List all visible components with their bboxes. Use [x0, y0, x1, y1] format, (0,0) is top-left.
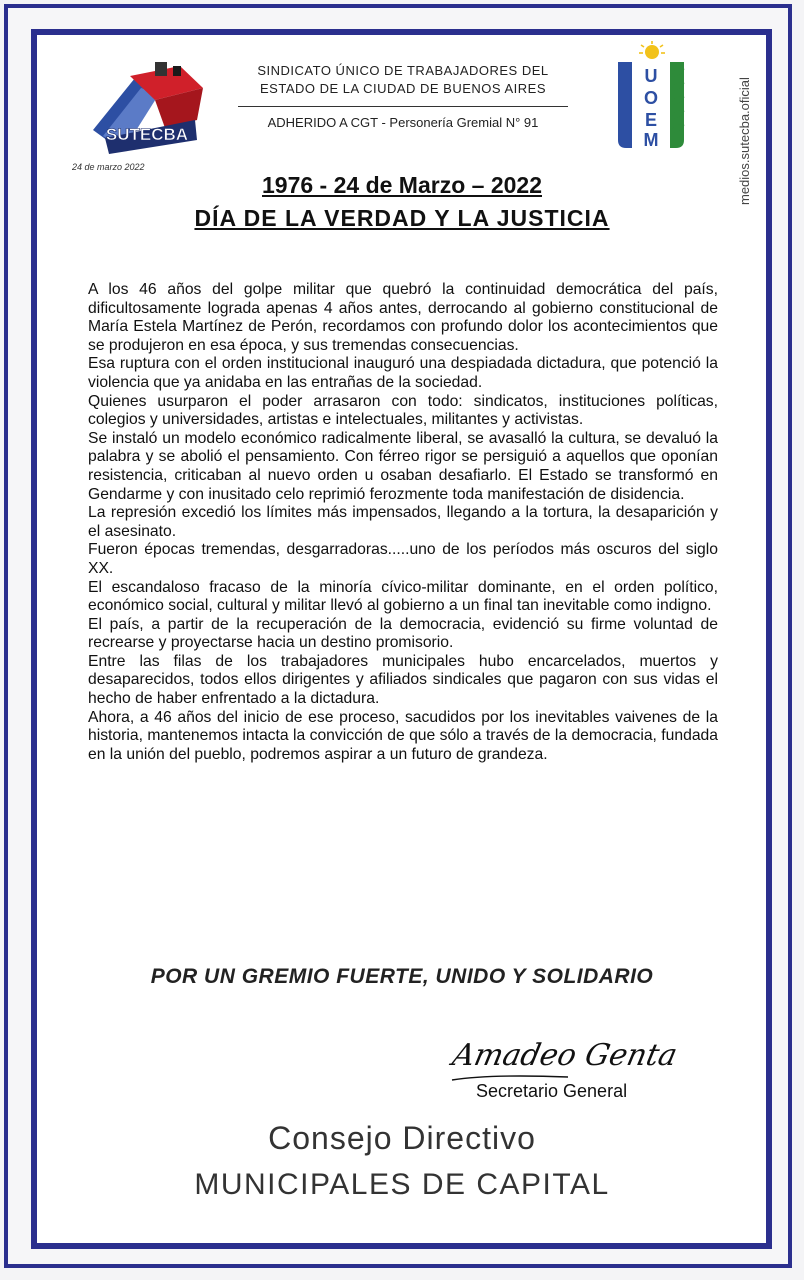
uoem-logo: [608, 40, 692, 152]
municipales-name: MUNICIPALES DE CAPITAL: [194, 1168, 610, 1201]
sutecba-logo-text: SUTECBA: [105, 125, 189, 144]
body-paragraph: Ahora, a 46 años del inicio de ese proceso, sacudidos por los inevitables vaivenes de la historia, mantenemos intacta la convicción de que sólo a través de la democracia, fundada en la unión del pueblo, podremos aspirar a un futuro de grandeza.: [88, 708, 718, 763]
adhered-cgt-text: ADHERIDO A CGT - Personería Gremial N° 91: [267, 115, 539, 130]
signature: Amadeo Genta: [449, 1038, 681, 1073]
title-main: DÍA DE LA VERDAD Y LA JUSTICIA: [194, 205, 610, 231]
uoem-letter-o: O: [643, 88, 659, 108]
body-paragraph: El país, a partir de la recuperación de la democracia, evidenció su firme voluntad de recrearse y proyectarse hacia un destino promisorio.: [88, 615, 718, 652]
document-date: 24 de marzo 2022: [72, 162, 145, 172]
header-divider: [238, 106, 568, 107]
union-slogan: POR UN GREMIO FUERTE, UNIDO Y SOLIDARIO: [150, 965, 654, 988]
sutecba-logo: [85, 58, 215, 158]
org-name-line2: ESTADO DE LA CIUDAD DE BUENOS AIRES: [260, 81, 546, 96]
body-paragraph: A los 46 años del golpe militar que quebró la continuidad democrática del país, dificultosamente lograda apenas 4 años antes, derrocando al gobierno constitucional de María Estela Martínez de Perón, recordamos con profundo dolor los acontecimientos que se produjeron en esa época, y sus tremendas consecuencias.: [88, 281, 718, 354]
body-paragraph: La represión excedió los límites más impensados, llegando a la tortura, la desaparición y el asesinato.: [88, 504, 718, 540]
body-paragraph: Se instaló un modelo económico radicalmente liberal, se avasalló la cultura, se devaluó la palabra y se abolió el pensamiento. Con férreo rigor se persiguió a aquellos que oponían resistencia, criticaban al nuevo orden u osaban desafiarlo. El Estado se transformó en Gendarme y con inusitado celo reprimió ferozmente toda manifestación de disidencia.: [88, 429, 718, 503]
header-organization: [218, 62, 588, 130]
statement-body: [88, 281, 718, 764]
council-name: Consejo Directivo: [268, 1120, 536, 1156]
body-paragraph: Quienes usurparon el poder arrasaron con todo: sindicatos, instituciones políticas, colegios y universidades, artistas e intelectuales, militantes y activistas.: [88, 392, 718, 429]
signatory-role: Secretario General: [476, 1081, 628, 1101]
sun-icon: [639, 41, 665, 59]
body-paragraph: Fueron épocas tremendas, desgarradoras.....uno de los períodos más oscuros del siglo XX.: [88, 541, 718, 577]
body-paragraph: El escandaloso fracaso de la minoría cívico-militar dominante, en el orden político, económico social, cultural y militar llevó al gobierno a un final tan inevitable como indigno.: [88, 578, 718, 615]
title-dates: 1976 - 24 de Marzo – 2022: [262, 172, 542, 198]
uoem-letter-e: E: [644, 110, 658, 130]
uoem-letter-m: M: [643, 130, 659, 150]
body-paragraph: Entre las filas de los trabajadores municipales hubo encarcelados, muertos y desaparecidos, todos ellos dirigentes y afiliados sindicales que pagaron con sus vidas el hecho de haber enfrentado a la dictadura.: [88, 652, 718, 708]
org-name-line1: SINDICATO ÚNICO DE TRABAJADORES DEL: [257, 63, 549, 78]
uoem-letter-u: U: [644, 66, 658, 86]
side-social-handle: medios.sutecba.oficial: [737, 77, 752, 205]
body-paragraph: Esa ruptura con el orden institucional inauguró una despiadada dictadura, que potenció la violencia que ya anidaba en las entrañas de la sociedad.: [88, 355, 718, 391]
